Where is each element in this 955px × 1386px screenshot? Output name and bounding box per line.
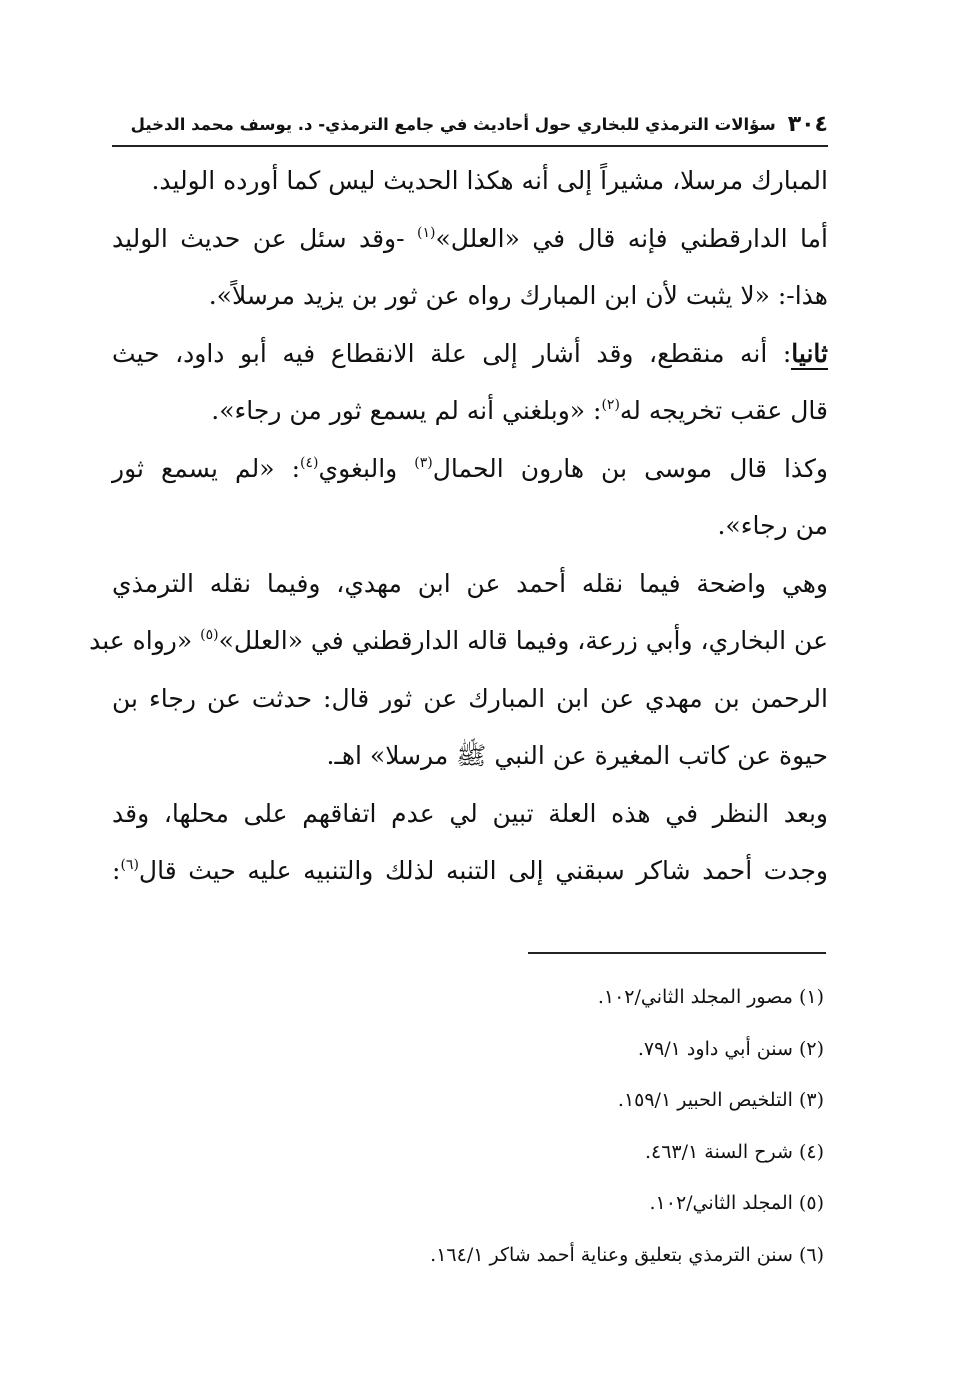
body-line-9 xyxy=(89,612,828,670)
text-run: «رواه عبد xyxy=(89,626,201,655)
text-run: هذا-: «لا يثبت لأن ابن المبارك رواه عن ثور بن يزيد مرسلاً». xyxy=(208,281,828,310)
footnote-ref-2[interactable]: (٢) xyxy=(601,397,620,413)
page-number: ٣٠٤ xyxy=(787,112,828,137)
footnote-1: (١) مصور المجلد الثاني/١٠٢. xyxy=(597,986,824,1008)
body-line-8 xyxy=(112,555,828,613)
text-run: الرحمن بن مهدي عن ابن المبارك عن ثور قال: حدثت عن رجاء بن xyxy=(112,683,828,713)
text-run: من رجاء». xyxy=(717,511,828,540)
footnote-rule xyxy=(528,952,826,954)
text-run: وبعد النظر في هذه العلة تبين لي عدم اتفاقهم على محلها، وقد xyxy=(112,798,828,828)
footnotes xyxy=(112,972,824,1281)
body-line-13 xyxy=(112,842,828,900)
text-run: والبغوي xyxy=(318,453,415,483)
text-run: أما الدارقطني فإنه قال في «العلل» xyxy=(435,223,828,253)
footnote-ref-3[interactable]: (٣) xyxy=(414,454,433,471)
page-header xyxy=(112,102,828,142)
body-line-1 xyxy=(112,152,828,210)
body-line-6 xyxy=(112,440,828,498)
text-run: قال عقب تخريجه له xyxy=(619,396,828,425)
text-run: المبارك مرسلا، مشيراً إلى أنه هكذا الحديث ليس كما أورده الوليد. xyxy=(151,166,828,195)
text-run: : «لم يسمع ثور xyxy=(112,453,301,483)
footnote-ref-6[interactable]: (٦) xyxy=(120,857,139,873)
body-line-5 xyxy=(112,382,828,440)
body-line-2 xyxy=(112,210,828,268)
text-run: : «وبلغني أنه لم يسمع ثور من رجاء». xyxy=(211,396,602,425)
body-line-10 xyxy=(112,670,828,728)
header-rule xyxy=(112,145,828,147)
footnote-4: (٤) شرح السنة ٤٦٣/١. xyxy=(644,1140,824,1163)
footnote-ref-5[interactable]: (٥) xyxy=(200,627,219,643)
text-run: حيوة عن كاتب المغيرة عن النبي ﷺ مرسلا» اهـ. xyxy=(326,741,828,770)
body-line-12 xyxy=(112,785,828,843)
footnote-5: (٥) المجلد الثاني/١٠٢. xyxy=(649,1192,824,1214)
body-line-4 xyxy=(112,325,828,383)
footnote-ref-1[interactable]: (١) xyxy=(416,224,436,241)
text-run: وجدت أحمد شاكر سبقني إلى التنبه لذلك والتنبيه عليه حيث قال xyxy=(138,856,828,885)
body-line-3 xyxy=(112,267,828,325)
body-text xyxy=(89,152,829,900)
running-title: سؤالات الترمذي للبخاري حول أحاديث في جامع الترمذي- د. يوسف محمد الدخيل xyxy=(130,115,776,134)
body-line-7 xyxy=(112,497,828,555)
body-line-11 xyxy=(112,727,828,785)
text-run: وكذا قال موسى بن هارون الحمال xyxy=(432,453,829,483)
text-run: : أنه منقطع، وقد أشار إلى علة الانقطاع فيه أبو داود، حيث xyxy=(112,338,792,368)
footnote-2: (٢) سنن أبي داود ٧٩/١. xyxy=(637,1037,824,1060)
text-run: : xyxy=(112,856,121,885)
text-run: -وقد سئل عن حديث الوليد xyxy=(112,223,417,253)
footnote-6: (٦) سنن الترمذي بتعليق وعناية أحمد شاكر ١٦٤/١. xyxy=(430,1243,824,1266)
text-run: عن البخاري، وأبي زرعة، وفيما قاله الدارقطني في «العلل» xyxy=(218,626,828,655)
footnote-ref-4[interactable]: (٤) xyxy=(300,454,319,471)
section-label: ثانيا xyxy=(791,338,828,368)
text-run: وهي واضحة فيما نقله أحمد عن ابن مهدي، وفيما نقله الترمذي xyxy=(112,568,828,598)
footnote-3: (٣) التلخيص الحبير ١٥٩/١. xyxy=(617,1089,824,1111)
